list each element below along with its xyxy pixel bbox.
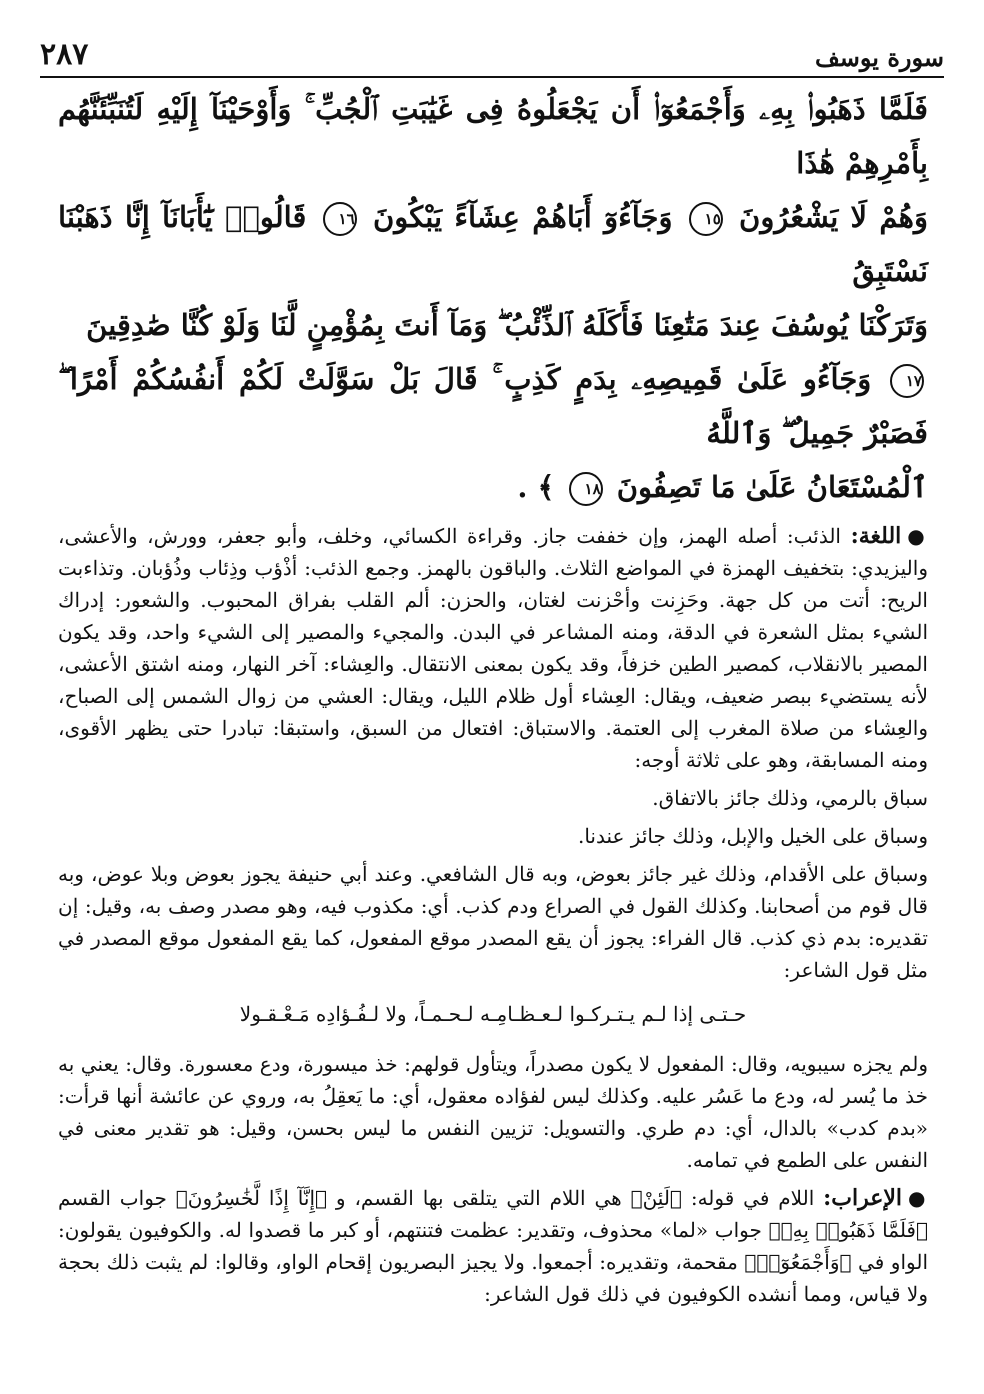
quran-verse-15-text: فَلَمَّا ذَهَبُوا۟ بِهِۦ وَأَجْمَعُوٓا۟ أَن يَجْعَلُوهُ فِى غَيَٰبَتِ ٱلْجُبِّ ۚ وَأَوْحَيْنَآ إِلَيْهِ لَتُنَبِّئَنَّهُم بِأَمْرِهِمْ هَٰذَا — [58, 92, 928, 180]
lugha-paragraph-3: ولم يجزه سيبويه، وقال: المفعول لا يكون مصدراً، ويتأول قولهم: خذ ميسورة، ودع معسورة. وقال: يعني به خذ ما يُسر له، ودع ما عَسُر عليه. وكذلك ليس لفؤاده معقول، أي: ما يَعقِلُ به، وروي عن عائشة أنها قرأت: «بدم كدب» بالدال، أي: دم طري. والتسويل: تزيين النفس ما ليس بحسن، وقيل: هو تقدير معنى في النفس على الطمع في تمامه. — [58, 1052, 928, 1172]
bullet-icon: ● — [908, 1186, 928, 1210]
lugha-item-2: وسباق على الخيل والإبل، وذلك جائز عندنا. — [577, 824, 928, 848]
ayah-number-16: ١٦ — [323, 202, 357, 236]
lugha-paragraph-2: وسباق على الأقدام، وذلك غير جائز بعوض، وبه قال الشافعي. وعند أبي حنيفة يجوز بعوض وبلا عوض، وبه قال قوم من أصحابنا. وكذلك القول في الصراع ودم كذب. أي: مكذوب فيه، وهو مصدر وصف به، وقيل: إن تقديره: بدم ذي كذب. قال الفراء: يجوز أن يقع المصدر موقع المفعول، كما يقع المفعول موقع المصدر في مثل قول الشاعر: — [58, 862, 928, 982]
quran-verse-16-text: وَجَآءُوٓ أَبَاهُمْ عِشَآءً يَبْكُونَ — [372, 200, 673, 234]
commentary — [58, 520, 928, 1310]
quran-text — [58, 82, 928, 514]
surah-title: سورة يوسف — [814, 43, 944, 72]
quran-verse-18-end: ٱلْمُسْتَعَانُ عَلَىٰ مَا تَصِفُونَ — [616, 470, 928, 504]
quran-verse-17-text: وَتَرَكْنَا يُوسُفَ عِندَ مَتَٰعِنَا فَأَكَلَهُ ٱلذِّئْبُ ۖ وَمَآ أَنتَ بِمُؤْمِنٍ لَّنَا وَلَوْ كُنَّا صَٰدِقِينَ — [86, 308, 928, 342]
quran-verse-15-end: وَهُمْ لَا يَشْعُرُونَ — [739, 200, 928, 234]
lugha-paragraph-1-text: الذئب: أصله الهمز، وإن خففت جاز. وقراءة الكسائي، وخلف، وأبو جعفر، وورش، والأعشى، واليزيدي: بتخفيف الهمزة في المواضع الثلاث. والباقون بالهمز. وجمع الذئب: أذْؤب وذِئاب وذُؤبان. وتذاءبت الريح: أتت من كل جهة. وحَزِنت وأحْزنت لغتان، والحزن: ألم القلب بفراق المحبوب. والشعور: إدراك الشيء بمثل الشعرة في الدقة، ومنه المشاعر في البدن. والمجيء والمصير إلى الشيء واحد، وقد يكون المصير بالانقلاب، كمصير الطين خزفاً، وقد يكون بمعنى الانتقال. والعِشاء: آخر النهار، ومنه اشتق الأعشى، لأنه يستضيء ببصر ضعيف، ويقال: العِشاء أول ظلام الليل، ويقال: العشي من زوال الشمس إلى الصباح، والعِشاء من صلاة المغرب إلى العتمة. والاستباق: افتعال من السبق، واستبقا: تبادرا حتى يظهر الأقوى، ومنه المسابقة، وهو على ثلاثة أوجه: — [58, 524, 928, 772]
ayah-number-17: ١٧ — [890, 364, 924, 398]
bullet-icon: ● — [907, 524, 929, 548]
lugha-item-1: سباق بالرمي، وذلك جائز بالاتفاق. — [652, 786, 928, 810]
poetry-verse: حـتـى إذا لـم يـتـركـوا لـعـظـامِـه لـحـمـاً، ولا لـفُـؤادِه مَـعْـقـولا — [239, 1002, 747, 1026]
irab-paragraph — [58, 1182, 928, 1310]
ayah-number-15: ١٥ — [689, 202, 723, 236]
quran-verse-18-text: وَجَآءُو عَلَىٰ قَمِيصِهِۦ بِدَمٍ كَذِبٍ ۚ قَالَ بَلْ سَوَّلَتْ لَكُمْ أَنفُسُكُمْ أَمْرًا ۖ فَصَبْرٌ جَمِيلٌ ۖ وَٱللَّهُ — [58, 362, 928, 450]
quran-line-2 — [58, 190, 928, 298]
irab-label: الإعراب: — [823, 1185, 903, 1211]
page-content — [58, 82, 928, 1310]
quran-closing-bracket: ﴾ . — [517, 470, 555, 504]
lugha-paragraph-1 — [58, 520, 928, 776]
quran-line-1 — [58, 82, 928, 190]
quran-verse-17-start: قَالُوا۟ يَٰٓأَبَانَآ إِنَّا ذَهَبْنَا نَسْتَبِقُ — [58, 200, 928, 288]
irab-paragraph-text: اللام في قوله: ﴿لَئِنْ﴾ هي اللام التي يتلقى بها القسم، و ﴿إِنَّآ إِذًا لَّخَٰسِرُونَ﴾ جواب القسم ﴿فَلَمَّا ذَهَبُوا۟ بِهِۦ﴾ جواب «لما» محذوف، وتقدير: عظمت فتنتهم، أو كبر ما قصدوا له. والكوفيون يقولون: الواو في ﴿وَأَجْمَعُوٓا۟﴾ مقحمة، وتقديره: أجمعوا. ولا يجيز البصريون إقحام الواو، وقالوا: لم يثبت ذلك بحجة ولا قياس، ومما أنشده الكوفيون في ذلك قول الشاعر: — [58, 1186, 928, 1306]
quran-line-3 — [58, 298, 928, 352]
ayah-number-18: ١٨ — [569, 472, 603, 506]
page-number: ٢٨٧ — [40, 37, 89, 72]
quran-line-5 — [58, 460, 928, 514]
quran-line-4 — [58, 352, 928, 460]
page-header — [40, 28, 944, 78]
lugha-label: اللغة: — [850, 523, 902, 549]
